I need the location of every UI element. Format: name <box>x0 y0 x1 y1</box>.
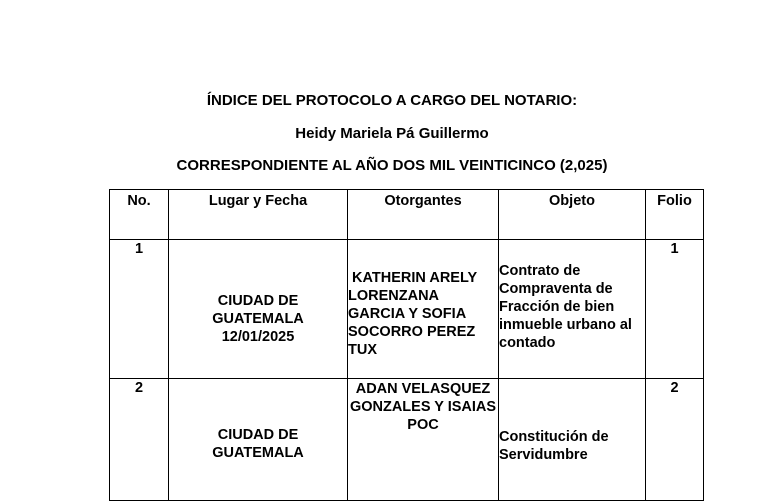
cell-folio: 1 <box>646 240 704 379</box>
table-row <box>110 240 704 379</box>
cell-no: 2 <box>110 379 169 501</box>
year-line: CORRESPONDIENTE AL AÑO DOS MIL VEINTICINCO (2,025) <box>176 157 608 174</box>
table-row <box>110 379 704 501</box>
protocol-index-table <box>109 189 704 501</box>
column-header-otorgantes: Otorgantes <box>348 190 499 240</box>
cell-lugar-fecha <box>169 379 348 501</box>
table-header-row <box>110 190 704 240</box>
column-header-folio: Folio <box>646 190 704 240</box>
otorgantes-text: KATHERIN ARELY LORENZANA GARCIA Y SOFIA SOCORRO PEREZ TUX <box>348 270 481 358</box>
objeto-text: Constitución de Servidumbre <box>499 428 609 463</box>
column-header-objeto: Objeto <box>499 190 646 240</box>
index-title: ÍNDICE DEL PROTOCOLO A CARGO DEL NOTARIO: <box>206 92 578 109</box>
cell-folio: 2 <box>646 379 704 501</box>
cell-no: 1 <box>110 240 169 379</box>
column-header-lugar-fecha: Lugar y Fecha <box>169 190 348 240</box>
cell-otorgantes <box>348 240 499 379</box>
lugar-fecha-text: CIUDAD DE GUATEMALA <box>212 426 304 461</box>
notary-name: Heidy Mariela Pá Guillermo <box>295 125 489 142</box>
cell-objeto <box>499 379 646 501</box>
cell-objeto <box>499 240 646 379</box>
objeto-text: Contrato de Compraventa de Fracción de bien inmueble urbano al contado <box>499 262 632 351</box>
column-header-no: No. <box>110 190 169 240</box>
otorgantes-text: ADAN VELASQUEZ GONZALES Y ISAIAS POC <box>349 381 497 433</box>
lugar-fecha-text: CIUDAD DE GUATEMALA 12/01/2025 <box>212 293 304 345</box>
cell-lugar-fecha <box>169 240 348 379</box>
cell-otorgantes <box>348 379 499 501</box>
